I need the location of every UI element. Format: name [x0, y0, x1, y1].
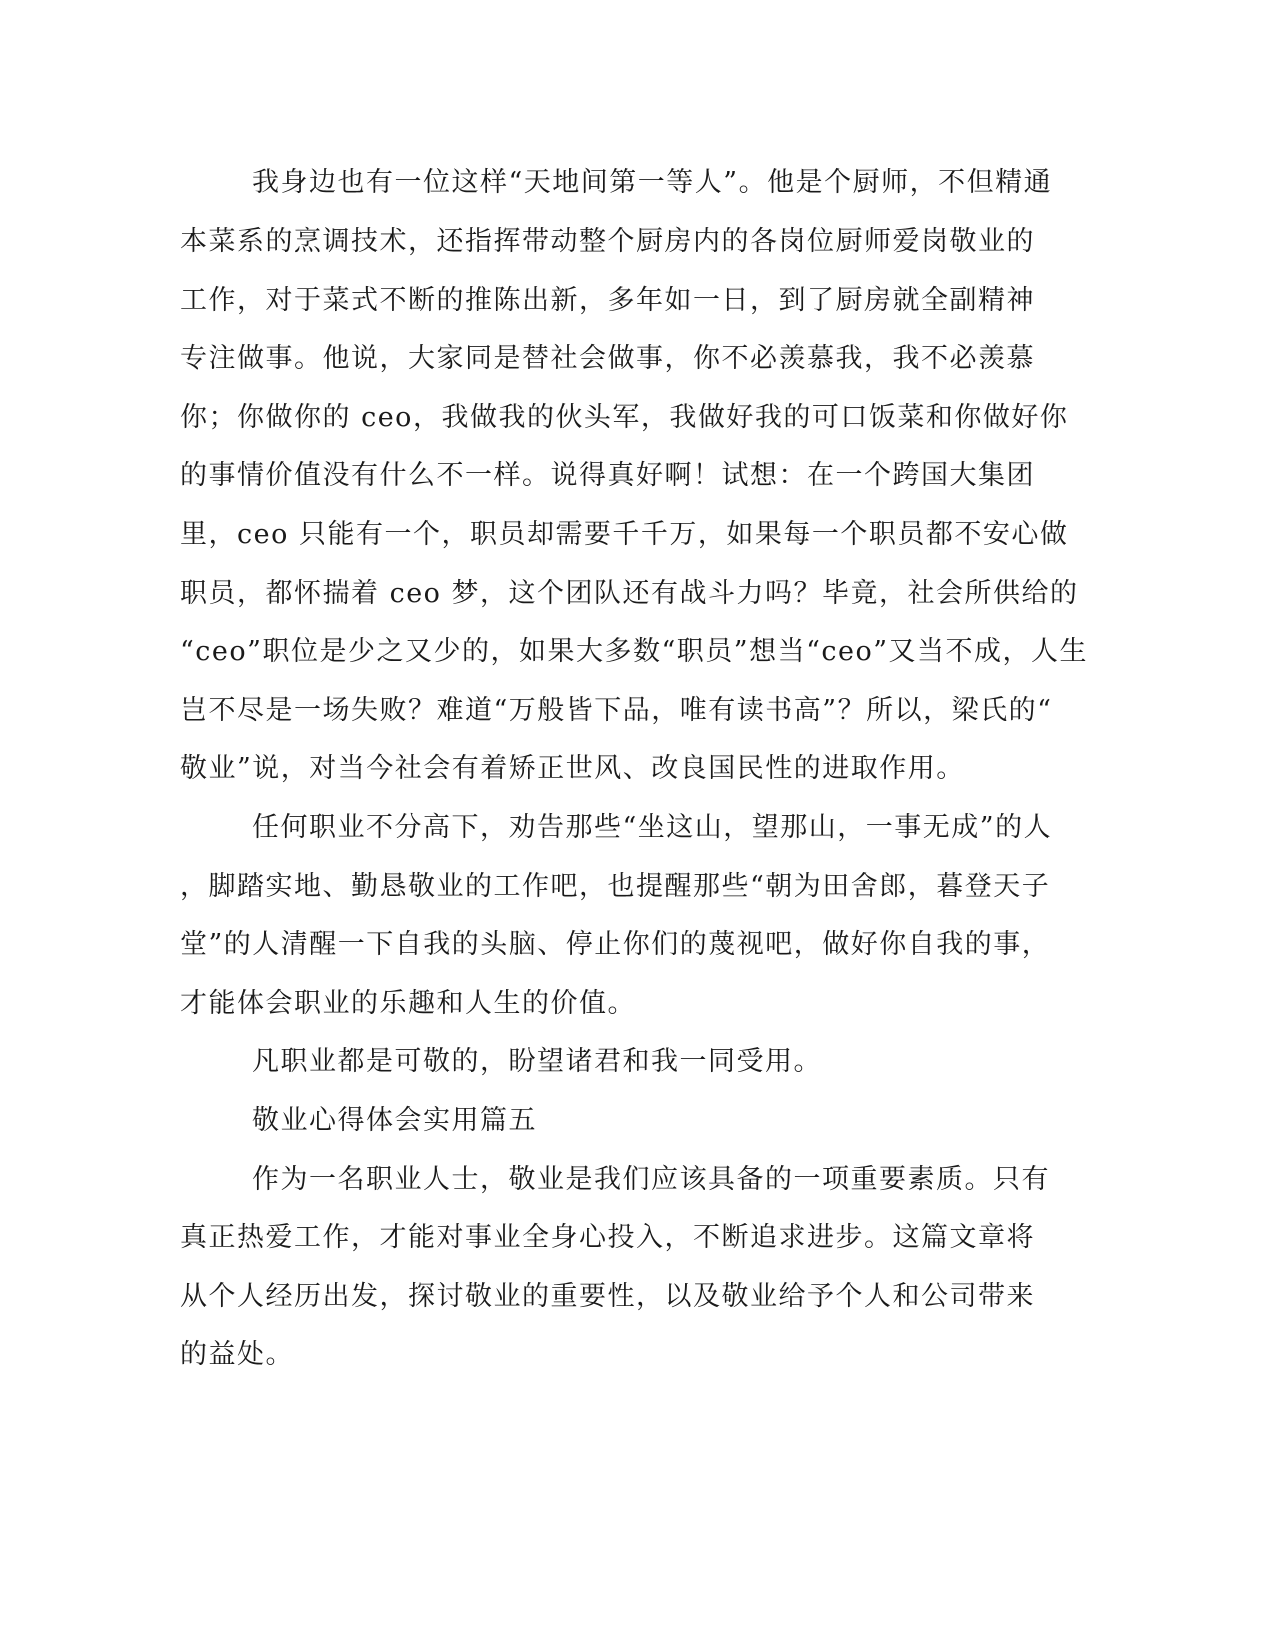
text-line: 里，ceo 只能有一个，职员却需要千千万，如果每一个职员都不安心做 [180, 519, 1069, 550]
section-heading: 敬业心得体会实用篇五 [252, 1105, 537, 1136]
text-line: 工作，对于菜式不断的推陈出新，多年如一日，到了厨房就全副精神 [180, 285, 1035, 316]
text-line: 敬业”说，对当今社会有着矫正世风、改良国民性的进取作用。 [180, 753, 965, 784]
text-line: 任何职业不分高下，劝告那些“坐这山，望那山，一事无成”的人 [252, 812, 1053, 843]
text-line: 职员，都怀揣着 ceo 梦，这个团队还有战斗力吗？毕竟，社会所供给的 [180, 578, 1079, 609]
text-line: “ceo”职位是少之又少的，如果大多数“职员”想当“ceo”又当不成，人生 [180, 636, 1089, 667]
text-line: 我身边也有一位这样“天地间第一等人”。他是个厨师，不但精通 [252, 167, 1053, 198]
text-line: 你；你做你的 ceo，我做我的伙头军，我做好我的可口饭菜和你做好你 [180, 402, 1069, 433]
text-line: 岂不尽是一场失败？难道“万般皆下品，唯有读书高”？所以，梁氏的“ [180, 695, 1053, 726]
text-line: 专注做事。他说，大家同是替社会做事，你不必羡慕我，我不必羡慕 [180, 343, 1035, 374]
text-line: 才能体会职业的乐趣和人生的价值。 [180, 988, 636, 1019]
text-line: 堂”的人清醒一下自我的头脑、停止你们的蔑视吧，做好你自我的事， [180, 929, 1051, 960]
text-line: ，脚踏实地、勤恳敬业的工作吧，也提醒那些“朝为田舍郎，暮登天子 [180, 871, 1051, 902]
text-line: 从个人经历出发，探讨敬业的重要性，以及敬业给予个人和公司带来 [180, 1281, 1035, 1312]
text-line: 凡职业都是可敬的，盼望诸君和我一同受用。 [252, 1046, 822, 1077]
text-line: 真正热爱工作，才能对事业全身心投入，不断追求进步。这篇文章将 [180, 1222, 1035, 1253]
text-line: 本菜系的烹调技术，还指挥带动整个厨房内的各岗位厨师爱岗敬业的 [180, 226, 1035, 257]
text-line: 的事情价值没有什么不一样。说得真好啊！试想：在一个跨国大集团 [180, 460, 1035, 491]
text-line: 作为一名职业人士，敬业是我们应该具备的一项重要素质。只有 [252, 1164, 1050, 1195]
text-line: 的益处。 [180, 1339, 294, 1370]
